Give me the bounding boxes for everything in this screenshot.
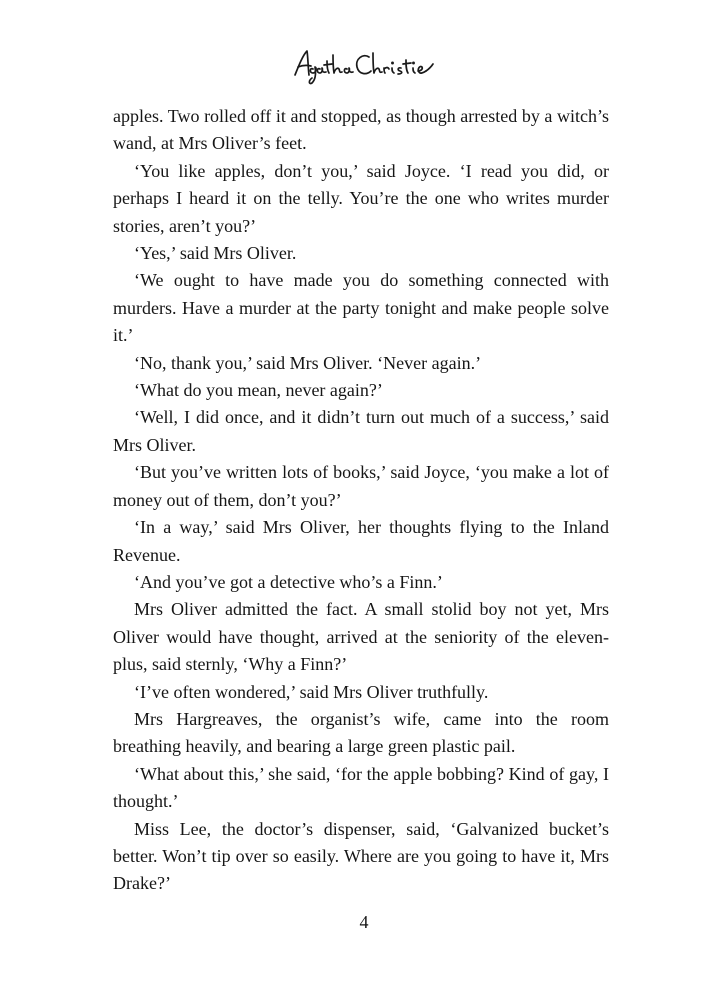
paragraph: ‘And you’ve got a detective who’s a Finn.’ [134,571,443,592]
paragraph: apples. Two rolled off it and stopped, as though arrested by a witch’s wand, at Mrs Oliver’s feet. [113,106,609,154]
paragraph: ‘I’ve often wondered,’ said Mrs Oliver truthfully. [134,681,489,702]
signature-icon [289,45,439,89]
paragraph: Miss Lee, the doctor’s dispenser, said, ‘Galvanized bucket’s better. Won’t tip over so easily. Where are you going to have it, Mrs Drake?’ [113,818,609,894]
author-signature-logo [0,42,728,92]
paragraph: ‘You like apples, don’t you,’ said Joyce. ‘I read you did, or perhaps I heard it on the telly. You’re the one who writes murder stories, aren’t you?’ [113,160,609,236]
paragraph: ‘What do you mean, never again?’ [134,380,383,401]
paragraph: ‘What about this,’ she said, ‘for the apple bobbing? Kind of gay, I thought.’ [113,763,609,812]
paragraph: ‘In a way,’ said Mrs Oliver, her thoughts flying to the Inland Revenue. [113,517,609,565]
chapter-text [113,103,609,898]
page-number: 4 [359,912,369,932]
paragraph: Mrs Hargreaves, the organist’s wife, came into the room breathing heavily, and bearing a large green plastic pail. [113,708,609,757]
paragraph: ‘Yes,’ said Mrs Oliver. [134,243,297,264]
paragraph: ‘But you’ve written lots of books,’ said Joyce, ‘you make a lot of money out of them, don’t you?’ [113,462,609,510]
paragraph: ‘Well, I did once, and it didn’t turn out much of a success,’ said Mrs Oliver. [113,407,609,455]
paragraph: ‘No, thank you,’ said Mrs Oliver. ‘Never again.’ [134,352,482,373]
paragraph: ‘We ought to have made you do something connected with murders. Have a murder at the party tonight and make people solve it.’ [113,270,609,346]
paragraph: Mrs Oliver admitted the fact. A small stolid boy not yet, Mrs Oliver would have thought, arrived at the seniority of the eleven-plus, said sternly, ‘Why a Finn?’ [113,599,609,675]
